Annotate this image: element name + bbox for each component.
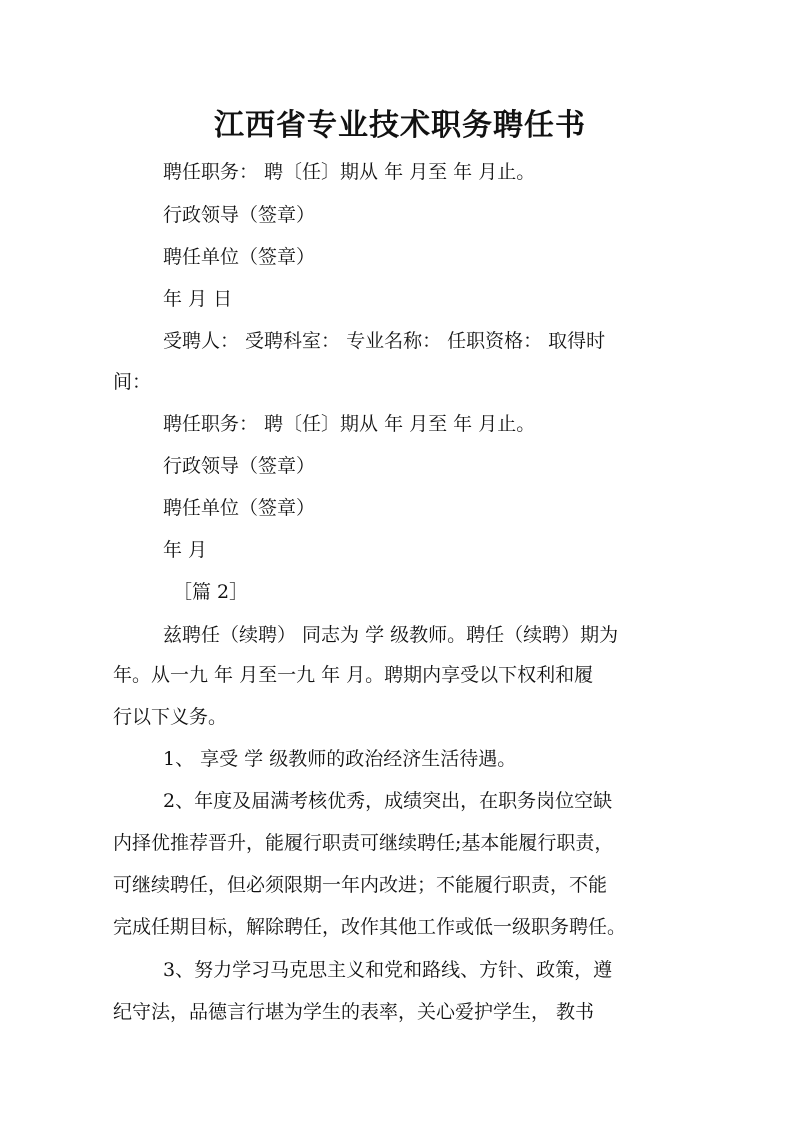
text-line: 间： [113, 371, 152, 393]
text-line: 完成任期目标，解除聘任，改作其他工作或低一级职务聘任。 [113, 916, 627, 938]
text-line: 1、 享受 学 级教师的政治经济生活待遇。 [163, 748, 517, 770]
text-line: 行政领导（签章） [163, 455, 316, 477]
text-line: 年 月 [163, 539, 208, 561]
text-line: 2、年度及届满考核优秀，成绩突出，在职务岗位空缺 [163, 790, 613, 812]
text-line: 聘任职务： 聘〔任〕期从 年 月至 年 月止。 [163, 413, 536, 435]
text-line: 3、努力学习马克思主义和党和路线、方针、政策，遵 [163, 959, 613, 981]
text-line: 可继续聘任，但必须限期一年内改进；不能履行职责，不能 [113, 874, 608, 896]
text-line: 聘任职务： 聘〔任〕期从 年 月至 年 月止。 [163, 161, 536, 183]
text-line: 兹聘任（续聘） 同志为 学 级教师。聘任（续聘）期为 [163, 624, 619, 646]
section-label: ［篇 2］ [173, 581, 249, 603]
text-line: 年 月 日 [163, 288, 233, 310]
text-line: 聘任单位（签章） [163, 246, 316, 268]
text-line: 受聘人： 受聘科室： 专业名称： 任职资格： 取得时 [163, 330, 606, 352]
text-line: 纪守法，品德言行堪为学生的表率，关心爱护学生， 教书 [113, 1001, 595, 1023]
text-line: 年。从一九 年 月至一九 年 月。聘期内享受以下权利和履 [113, 664, 594, 686]
document-title: 江西省专业技术职务聘任书 [214, 108, 586, 143]
text-line: 行以下义务。 [113, 706, 228, 728]
text-line: 内择优推荐晋升，能履行职责可继续聘任;基本能履行职责， [113, 832, 614, 854]
text-line: 行政领导（签章） [163, 204, 316, 226]
text-line: 聘任单位（签章） [163, 497, 316, 519]
